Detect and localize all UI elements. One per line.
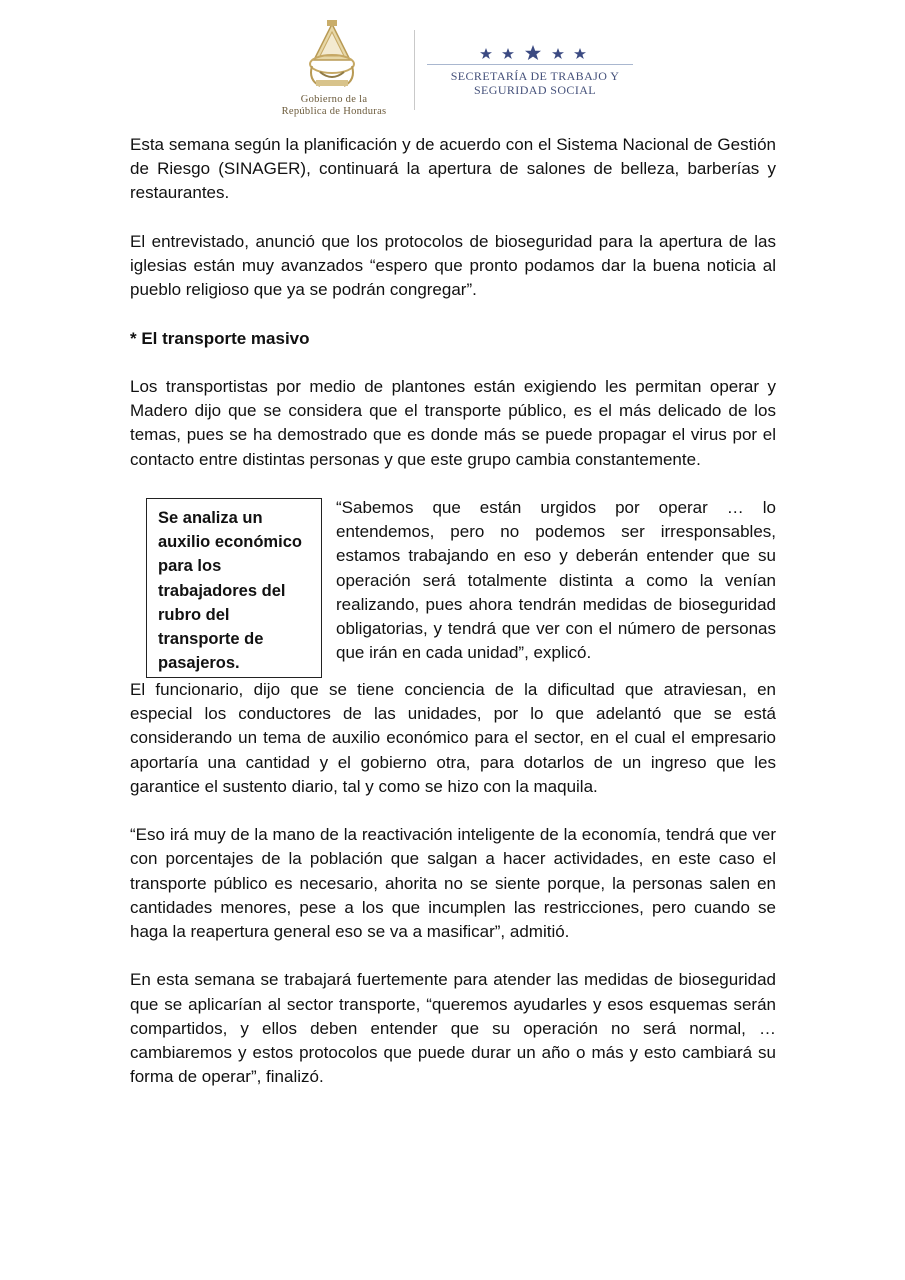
paragraph-3: Los transportistas por medio de plantones están exigiendo les permitan operar y Madero dijo que se considera que el transporte público, es el más delicado de los temas, pues se ha demostrado que es donde más se puede propagar el virus por el contacto entre distintas personas y que este grupo cambia constantemente.	[130, 376, 776, 469]
department-name	[430, 69, 640, 97]
section-heading: * El transporte masivo	[130, 328, 310, 348]
coat-of-arms-icon	[306, 20, 358, 92]
header-rule	[427, 64, 633, 65]
stars-icon	[478, 44, 588, 62]
document-body	[130, 133, 776, 1089]
header-divider	[414, 30, 415, 110]
quote-paragraph: “Sabemos que están urgidos por operar … lo entendemos, pero no podemos ser irresponsables, estamos trabajando en eso y deberán entender que su operación será totalmente distinta a como la venían realizando, pues ahora tendrán medidas de bioseguridad obligatorias, y tendrá que ver con el número de personas que irán en cada unidad”, explicó.	[336, 497, 776, 663]
paragraph-1: Esta semana según la planificación y de acuerdo con el Sistema Nacional de Gestión de Riesgo (SINAGER), continuará la apertura de salones de belleza, barberías y restaurantes.	[130, 135, 776, 203]
gov-line-2: República de Honduras	[281, 106, 387, 117]
quote-block	[130, 496, 776, 678]
dept-line-2: SEGURIDAD SOCIAL	[473, 83, 597, 97]
paragraph-2: El entrevistado, anunció que los protocolos de bioseguridad para la apertura de las iglesias están muy avanzados “espero que pronto podamos dar la buena noticia al pueblo religioso que ya se podrán congregar”.	[130, 231, 776, 300]
gov-line-1: Gobierno de la	[300, 94, 368, 105]
pull-quote-box: Se analiza un auxilio económico para los trabajadores del rubro del transporte de pasajeros.	[146, 498, 322, 678]
paragraph-6: En esta semana se trabajará fuertemente para atender las medidas de bioseguridad que se aplicarían al sector transporte, “queremos ayudarles y esos esquemas serán compartidos, y ellos deben entender que su operación no será normal, … cambiaremos y estos protocolos que puede durar un año o más y esto cambiará su forma de operar”, finalizó.	[130, 970, 776, 1087]
government-name	[262, 94, 406, 118]
paragraph-5: “Eso irá muy de la mano de la reactivación inteligente de la economía, tendrá que ver con porcentajes de la población que salgan a hacer actividades, en este caso el transporte público es necesario, ahorita no se siente porque, la personas salen en cantidades menores, pese a los que incumplen las restricciones, pero cuando se haga la reapertura general eso se va a masificar”, admitió.	[130, 825, 776, 941]
dept-line-1: SECRETARÍA DE TRABAJO Y	[450, 69, 620, 83]
letterhead	[0, 0, 905, 125]
paragraph-4: El funcionario, dijo que se tiene conciencia de la dificultad que atraviesan, en especial los conductores de las unidades, por lo que adelantó que se está considerando un tema de auxilio económico para el sector, en el cual el empresario aportaría una cantidad y el gobierno otra, para dotarlos de un ingreso que les garantice el sustento diario, tal y como se hizo con la maquila.	[130, 679, 776, 796]
